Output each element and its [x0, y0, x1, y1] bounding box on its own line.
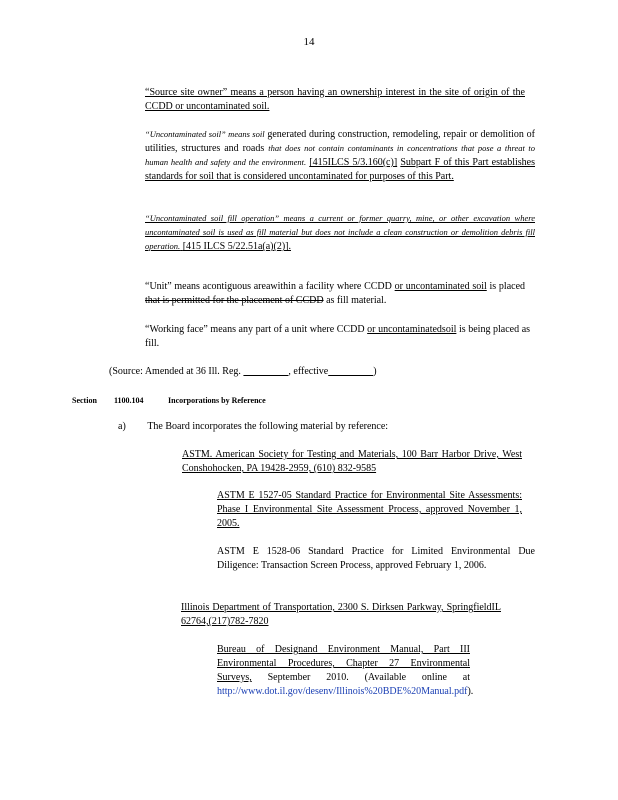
subsection-a: [118, 420, 508, 434]
unit-added-soil: or uncontaminated soil: [394, 281, 487, 292]
subsection-a-text: The Board incorporates the following material by reference:: [147, 421, 389, 432]
definition-unit: [145, 280, 525, 308]
working-face-a: “Working face” means any part of a unit where CCDD: [145, 324, 365, 335]
astm-org-text: ASTM. American Society for Testing and Materials, 100 Barr Harbor Drive, West Conshohocken, PA 19428-2959, (610) 832-9585: [182, 449, 522, 474]
working-face-added: or uncontaminatedsoil: [367, 324, 457, 335]
definition-uncontaminated-soil: [145, 128, 535, 184]
working-face-c: is being placed as fill.: [145, 324, 531, 349]
unit-text-a: “Unit” means acontiguous areawithin a facility where CCDD: [145, 281, 392, 292]
astm-e1527-text: ASTM E 1527-05 Standard Practice for Environmental Site Assessments: Phase I Environmental Site Assessment Process, approved November 1, 2005.: [217, 490, 522, 529]
source-note: [109, 365, 439, 379]
unc-soil-contaminants: that does not contain contaminants in concentrations that pose a threat to human health and safety and the environment.: [145, 143, 536, 167]
unc-soil-term: “Uncontaminated soil” means soil: [145, 129, 265, 139]
idot-org-text: Illinois Department of Transportation, 2300 S. Dirksen Parkway, SpringfieldIL 62764,(217)782-7820: [181, 602, 501, 627]
definition-working-face: [145, 323, 530, 351]
unc-soil-citation: [415ILCS 5/3.160(c)]: [309, 157, 398, 168]
bde-manual-title: Bureau of Designand Environment Manual, Part III Environmental Procedures, Chapter 27 Environmental Surveys,: [217, 644, 470, 683]
astm-e1528-text: ASTM E 1528-06 Standard Practice for Limited Environmental Due Diligence: Transaction Screen Process, approved February 1, 2006.: [217, 546, 535, 571]
source-note-blank-2: [328, 366, 373, 377]
page-number: 14: [303, 36, 315, 48]
bde-manual-end: ).: [467, 686, 474, 697]
source-note-c: ): [373, 366, 377, 377]
unc-soil-subpart: Subpart F of this Part establishes standards for soil that is considered uncontaminated for purposes of this Part.: [145, 157, 536, 182]
subsection-a-marker: a): [118, 421, 126, 432]
astm-organization: [182, 448, 522, 476]
section-heading: [72, 394, 372, 408]
unit-text-c: is placed: [489, 281, 526, 292]
unit-text-e: as fill material.: [326, 295, 387, 306]
astm-e1527: [217, 489, 522, 531]
bde-manual-link[interactable]: http://www.dot.il.gov/desenv/Illinois%20BDE%20Manual.pdf: [217, 686, 468, 697]
definition-source-site-owner: [145, 86, 525, 114]
fill-op-citation: [415 ILCS 5/22.51a(a)(2)].: [182, 241, 291, 252]
section-number: 1100.104: [114, 396, 144, 405]
source-note-b: , effective: [288, 366, 329, 377]
bde-manual: [217, 643, 474, 699]
bde-manual-date: September 2010. (Available online at: [267, 672, 471, 683]
unc-soil-generated: generated during construction, remodeling, repair or demolition of utilities, structures and roads: [145, 129, 535, 154]
source-site-owner-text: “Source site owner” means a person having an ownership interest in the site of origin of the CCDD or uncontaminated soil.: [145, 87, 525, 112]
unit-struck-text: that is permitted for the placement of CCDD: [145, 295, 324, 306]
section-title: Incorporations by Reference: [168, 396, 266, 405]
astm-e1528: [217, 545, 535, 573]
definition-uncontaminated-soil-fill-operation: [145, 212, 535, 254]
source-note-a: (Source: Amended at 36 Ill. Reg.: [109, 366, 241, 377]
idot-organization: [181, 601, 501, 629]
section-label: Section: [72, 396, 97, 405]
source-note-blank-1: [243, 366, 288, 377]
fill-op-text: “Uncontaminated soil fill operation” means a current or former quarry, mine, or other excavation where uncontaminated soil is used as fill material but does not include a clean construction or demolition debris fill operation.: [145, 213, 535, 251]
